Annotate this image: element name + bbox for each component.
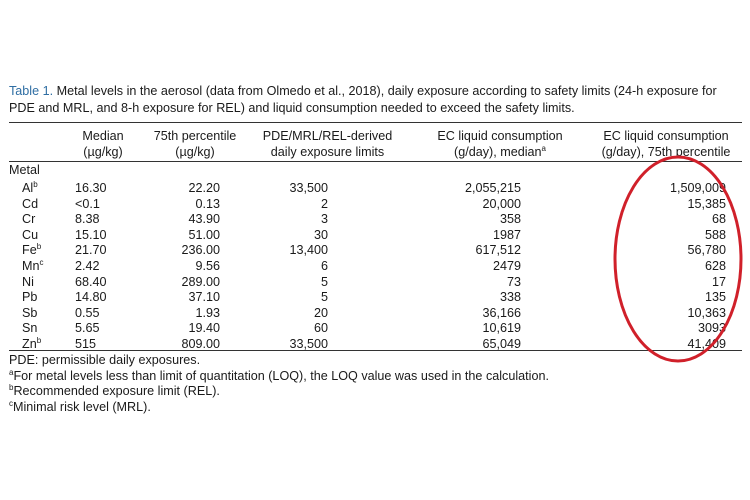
cell-pde: 13,400 xyxy=(289,243,328,258)
cell-p75: 51.00 xyxy=(188,227,220,242)
cell-median: 515 xyxy=(75,337,97,351)
cell-pde: 60 xyxy=(313,321,328,336)
cell-ec-p75: 3093 xyxy=(697,321,726,336)
cell-pde: 6 xyxy=(320,259,328,273)
header-ec-p75: EC liquid consumption (g/day), 75th percentile xyxy=(601,129,731,159)
cell-pde: 33,500 xyxy=(289,181,328,195)
cell-ec-p75: 17 xyxy=(711,274,726,289)
cell-metal: Sn xyxy=(22,321,38,336)
cell-ec-p75: 1,509,009 xyxy=(669,181,726,195)
cell-pde: 5 xyxy=(320,290,328,305)
cell-p75: 43.90 xyxy=(188,212,220,227)
cell-median: 21.70 xyxy=(75,243,107,258)
metal-group-label: Metal xyxy=(9,163,40,177)
cell-metal: Cd xyxy=(22,196,39,211)
cell-ec-median: 1987 xyxy=(492,227,521,242)
cell-median: 15.10 xyxy=(75,227,107,242)
cell-median: <0.1 xyxy=(75,196,100,211)
cell-pde: 30 xyxy=(313,227,328,242)
cell-ec-median: 2479 xyxy=(492,259,521,273)
cell-pde: 20 xyxy=(313,305,328,320)
cell-p75: 37.10 xyxy=(188,290,220,305)
cell-ec-p75: 15,385 xyxy=(687,196,726,211)
table-caption-text: Metal levels in the aerosol (data from Olmedo et al., 2018), daily exposure according to safety limits (24-h exposure for PDE and MRL, and 8-h exposure for REL) and liquid consumption needed to exceed the safety limits. xyxy=(9,84,717,115)
cell-metal: Al$^b$ xyxy=(22,179,38,195)
cell-median: 14.80 xyxy=(75,290,107,305)
header-p75: 75th percentile (µg/kg) xyxy=(153,129,237,159)
cell-metal: Cr xyxy=(22,212,36,227)
cell-pde: 3 xyxy=(320,212,328,227)
cell-ec-median: 617,512 xyxy=(475,243,521,258)
cell-ec-p75: 588 xyxy=(704,227,726,242)
cell-ec-p75: 56,780 xyxy=(687,243,726,258)
cell-ec-median: 2,055,215 xyxy=(464,181,521,195)
cell-pde: 2 xyxy=(320,196,328,211)
cell-metal: Ni xyxy=(22,274,34,289)
footnote: $^a$For metal levels less than limit of quantitation (LOQ), the LOQ value was used in the calculation. xyxy=(9,367,549,383)
cell-p75: 9.56 xyxy=(195,259,220,273)
cell-ec-median: 20,000 xyxy=(482,196,521,211)
cell-p75: 809.00 xyxy=(181,337,220,351)
cell-ec-median: 36,166 xyxy=(482,305,521,320)
cell-pde: 33,500 xyxy=(289,337,328,351)
cell-ec-p75: 628 xyxy=(704,259,726,273)
header-pde: PDE/MRL/REL-derived daily exposure limits xyxy=(262,129,393,159)
cell-median: 16.30 xyxy=(75,181,107,195)
cell-median: 0.55 xyxy=(75,305,100,320)
footnote: $^c$Minimal risk level (MRL). xyxy=(9,398,151,414)
cell-metal: Mn$^c$ xyxy=(22,257,44,273)
cell-p75: 236.00 xyxy=(181,243,220,258)
cell-median: 8.38 xyxy=(75,212,100,227)
cell-p75: 22.20 xyxy=(188,181,220,195)
cell-ec-p75: 41,409 xyxy=(687,337,726,351)
cell-metal: Pb xyxy=(22,290,38,305)
footnote: PDE: permissible daily exposures. xyxy=(9,353,201,367)
cell-median: 5.65 xyxy=(75,321,100,336)
cell-pde: 5 xyxy=(320,274,328,289)
cell-ec-p75: 135 xyxy=(704,290,726,305)
footnote: $^b$Recommended exposure limit (REL). xyxy=(9,383,220,399)
cell-p75: 1.93 xyxy=(195,305,220,320)
cell-ec-p75: 10,363 xyxy=(687,305,726,320)
cell-ec-median: 358 xyxy=(499,212,521,227)
header-ec-median: EC liquid consumption (g/day), median$^a$ xyxy=(437,129,563,159)
header-median: Median (µg/kg) xyxy=(82,129,124,159)
table-label: Table 1. xyxy=(9,84,54,98)
cell-p75: 289.00 xyxy=(181,274,220,289)
cell-metal: Fe$^b$ xyxy=(22,242,42,258)
cell-ec-median: 65,049 xyxy=(482,337,521,351)
cell-p75: 0.13 xyxy=(195,196,220,211)
cell-metal: Zn$^b$ xyxy=(22,335,42,351)
cell-ec-median: 338 xyxy=(499,290,521,305)
cell-metal: Sb xyxy=(22,305,38,320)
cell-p75: 19.40 xyxy=(188,321,220,336)
cell-ec-p75: 68 xyxy=(711,212,726,227)
cell-ec-median: 10,619 xyxy=(482,321,521,336)
cell-median: 2.42 xyxy=(75,259,100,273)
cell-median: 68.40 xyxy=(75,274,107,289)
cell-metal: Cu xyxy=(22,227,39,242)
cell-ec-median: 73 xyxy=(506,274,521,289)
